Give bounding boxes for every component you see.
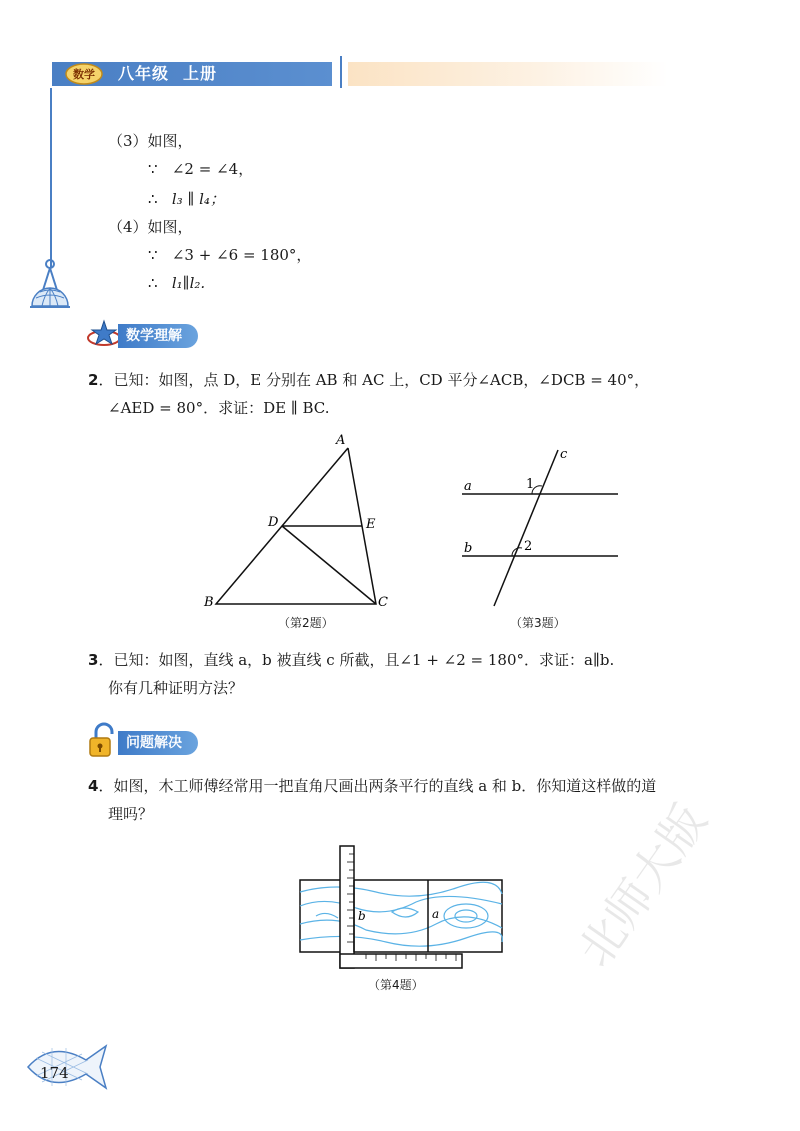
q4-number: 4 xyxy=(88,777,99,795)
therefore-symbol: ∴ xyxy=(148,274,158,292)
q3-number: 3 xyxy=(88,651,99,669)
label-2: 2 xyxy=(524,539,533,554)
figure-2-caption: （第2题） xyxy=(278,616,334,630)
figure-4-carpenter-square xyxy=(296,842,506,972)
label-c: c xyxy=(560,447,568,462)
label-D: D xyxy=(268,515,279,530)
q2-line1 xyxy=(88,366,768,394)
label-C: C xyxy=(378,595,388,610)
publisher-watermark: 北师大版 xyxy=(567,794,718,977)
header-badge-text: 数学 xyxy=(73,68,95,81)
label-b: b xyxy=(358,909,366,923)
square-horizontal-arm xyxy=(340,954,462,968)
label-1: 1 xyxy=(526,477,535,492)
page-number: 174 xyxy=(40,1064,69,1082)
header-volume: 上册 xyxy=(183,64,218,83)
q2-text-1: ．已知：如图，点 D，E 分别在 AB 和 AC 上，CD 平分∠ACB，∠DCB = 40°， xyxy=(98,371,650,389)
math-badge-icon xyxy=(64,62,104,86)
figure-2-triangle xyxy=(196,428,406,618)
q2-number: 2 xyxy=(88,371,99,389)
therefore-symbol: ∴ xyxy=(148,190,158,208)
q3-line1 xyxy=(88,646,768,674)
part3-since xyxy=(148,158,253,179)
label-A: A xyxy=(336,433,346,448)
part4-since-text: ∠3 + ∠6 = 180°， xyxy=(171,246,312,264)
figure-3-caption: （第3题） xyxy=(510,616,566,630)
header-grade: 八年级 xyxy=(118,64,170,83)
header-gradient xyxy=(348,62,668,86)
q2-line2: ∠AED = 80°．求证：DE ∥ BC. xyxy=(108,399,330,417)
side-rule xyxy=(50,88,52,268)
q3-text-1: ．已知：如图，直线 a，b 被直线 c 所截，且∠1 + ∠2 = 180°．求证：a∥b. xyxy=(98,651,615,669)
since-symbol: ∵ xyxy=(148,246,158,264)
label-B: B xyxy=(204,595,214,610)
square-vertical-arm xyxy=(340,846,354,968)
header-title xyxy=(118,62,231,86)
q4-text-1: ．如图，木工师傅经常用一把直角尺画出两条平行的直线 a 和 b．你知道这样做的道 xyxy=(98,777,657,795)
q3-line2: 你有几种证明方法？ xyxy=(108,679,244,697)
compass-globe-icon xyxy=(26,256,74,312)
part4-since xyxy=(148,244,311,265)
part3-therefore xyxy=(148,188,225,209)
section-problem-solving: 问题解决 xyxy=(118,731,198,755)
label-b: b xyxy=(464,541,473,556)
segment-dc xyxy=(282,526,376,604)
label-E: E xyxy=(366,517,376,532)
line-c xyxy=(494,450,558,606)
part3-therefore-text: l₃ ∥ l₄； xyxy=(171,190,225,208)
q4-line2: 理吗？ xyxy=(108,805,154,823)
part3-label: （3）如图， xyxy=(108,132,193,150)
figure-3-parallel-lines xyxy=(456,444,624,610)
part3-since-text: ∠2 = ∠4， xyxy=(171,160,254,178)
label-a: a xyxy=(432,907,440,921)
star-orbit-icon xyxy=(86,318,122,350)
section-math-understanding: 数学理解 xyxy=(118,324,198,348)
padlock-icon xyxy=(86,722,118,758)
since-symbol: ∵ xyxy=(148,160,158,178)
part4-therefore-text: l₁∥l₂. xyxy=(171,274,206,292)
header-separator xyxy=(340,56,342,88)
part4-therefore xyxy=(148,274,205,292)
label-a: a xyxy=(464,479,472,494)
part4-label: （4）如图， xyxy=(108,218,193,236)
figure-4-caption: （第4题） xyxy=(368,978,424,992)
